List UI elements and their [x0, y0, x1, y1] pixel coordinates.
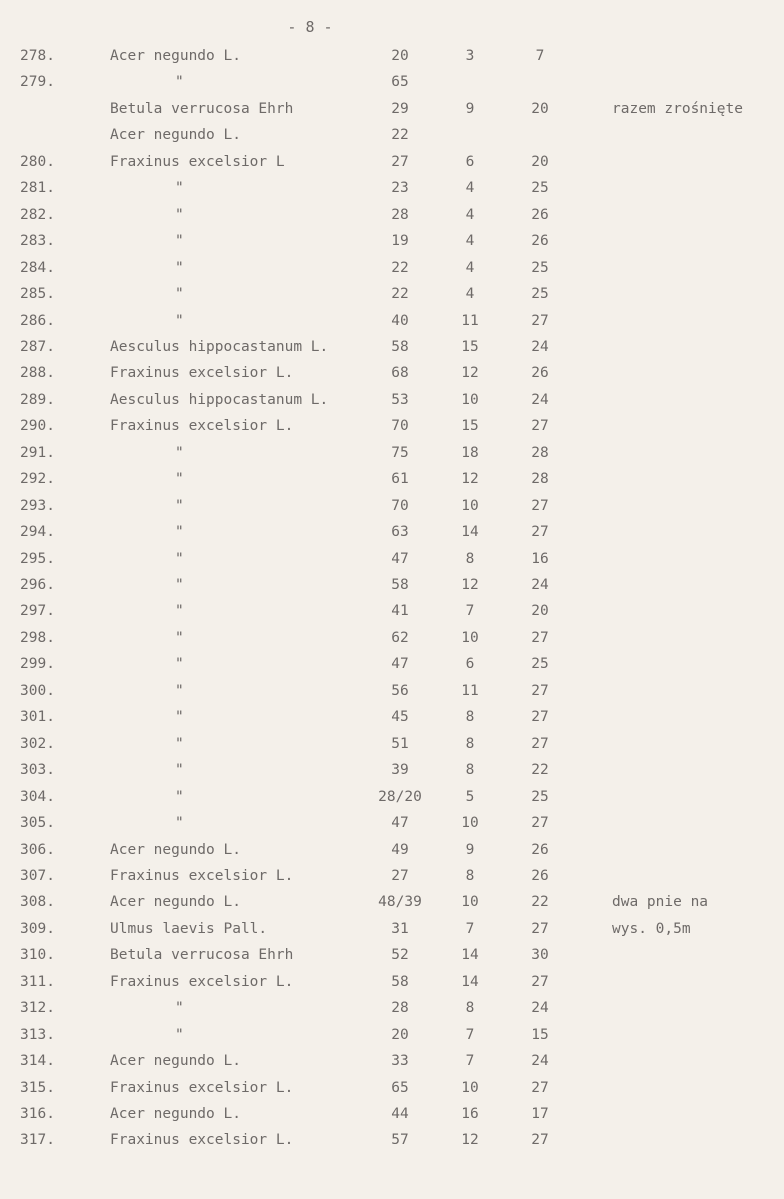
value-col-1: 20 — [391, 1026, 409, 1043]
value-col-3: 27 — [531, 1079, 549, 1096]
species-name: " — [175, 709, 184, 726]
table-row — [0, 101, 784, 127]
table-row — [0, 207, 784, 233]
value-col-3: 20 — [531, 603, 549, 620]
value-col-3: 27 — [531, 312, 549, 329]
value-col-1: 27 — [391, 867, 409, 884]
value-col-1: 20 — [391, 48, 409, 64]
species-name: Acer negundo L. — [110, 1106, 241, 1122]
species-name: " — [175, 444, 184, 461]
value-col-2: 14 — [461, 973, 479, 990]
value-col-1: 40 — [391, 312, 409, 329]
species-name: " — [175, 259, 184, 276]
table-row — [0, 947, 784, 973]
value-col-2: 10 — [461, 629, 479, 646]
table-row — [0, 1106, 784, 1132]
value-col-2: 4 — [465, 233, 475, 250]
value-col-3: 22 — [531, 762, 549, 779]
table-row — [0, 48, 784, 74]
value-col-1: 44 — [391, 1106, 409, 1122]
value-col-1: 41 — [391, 603, 409, 620]
value-col-2: 9 — [465, 841, 475, 858]
species-name: " — [175, 497, 184, 514]
value-col-3: 24 — [531, 391, 549, 408]
species-name: " — [175, 788, 184, 805]
value-col-3: 25 — [531, 656, 549, 673]
row-number: 294. — [20, 524, 55, 541]
value-col-3: 27 — [531, 682, 549, 699]
row-number: 280. — [20, 153, 55, 170]
value-col-1: 61 — [391, 471, 409, 488]
row-number: 284. — [20, 259, 55, 276]
row-number: 301. — [20, 709, 55, 726]
value-col-3: 27 — [531, 629, 549, 646]
species-name: Acer negundo L. — [110, 1053, 241, 1070]
value-col-1: 65 — [391, 1079, 409, 1096]
row-number: 296. — [20, 577, 55, 593]
value-col-1: 19 — [391, 233, 409, 250]
value-col-2: 4 — [465, 206, 475, 223]
value-col-1: 47 — [391, 815, 409, 832]
value-col-1: 31 — [391, 920, 409, 937]
value-col-2: 4 — [465, 259, 475, 276]
value-col-2: 11 — [461, 312, 479, 329]
species-name: " — [175, 762, 184, 779]
row-number: 316. — [20, 1106, 55, 1122]
species-name: " — [175, 524, 184, 541]
table-row — [0, 154, 784, 180]
value-col-1: 62 — [391, 629, 409, 646]
value-col-2: 12 — [461, 1132, 479, 1149]
value-col-1: 47 — [391, 656, 409, 673]
value-col-1: 28/20 — [378, 788, 422, 805]
table-row — [0, 418, 784, 444]
value-col-3: 25 — [531, 788, 549, 805]
row-number: 317. — [20, 1132, 55, 1149]
row-number: 282. — [20, 206, 55, 223]
table-row — [0, 577, 784, 603]
value-col-2: 5 — [465, 788, 475, 805]
value-col-2: 10 — [461, 894, 479, 911]
species-name: Acer negundo L. — [110, 127, 241, 144]
value-col-3: 26 — [531, 365, 549, 382]
value-col-3: 24 — [531, 338, 549, 355]
row-number: 295. — [20, 550, 55, 567]
value-col-1: 65 — [391, 74, 409, 91]
value-col-3: 27 — [531, 709, 549, 726]
species-name: " — [175, 682, 184, 699]
table-row — [0, 127, 784, 153]
value-col-2: 7 — [465, 1053, 475, 1070]
value-col-1: 27 — [391, 153, 409, 170]
table-row — [0, 709, 784, 735]
value-col-2: 9 — [465, 100, 475, 117]
table-row — [0, 339, 784, 365]
species-name: Aesculus hippocastanum L. — [110, 338, 329, 355]
species-name: " — [175, 735, 184, 752]
value-col-3: 27 — [531, 524, 549, 541]
species-name: " — [175, 74, 184, 91]
row-note: wys. 0,5m — [612, 920, 691, 937]
value-col-3: 28 — [531, 444, 549, 461]
row-number: 281. — [20, 180, 55, 197]
table-row — [0, 498, 784, 524]
table-row — [0, 603, 784, 629]
value-col-1: 33 — [391, 1053, 409, 1070]
table-row — [0, 894, 784, 920]
table-row — [0, 286, 784, 312]
value-col-1: 28 — [391, 206, 409, 223]
value-col-1: 39 — [391, 762, 409, 779]
value-col-1: 22 — [391, 286, 409, 303]
value-col-1: 47 — [391, 550, 409, 567]
row-number: 307. — [20, 867, 55, 884]
value-col-1: 22 — [391, 127, 409, 144]
value-col-1: 75 — [391, 444, 409, 461]
row-number: 286. — [20, 312, 55, 329]
table-row — [0, 180, 784, 206]
value-col-3: 20 — [531, 153, 549, 170]
species-name: Acer negundo L. — [110, 894, 241, 911]
value-col-3: 24 — [531, 577, 549, 593]
row-number: 292. — [20, 471, 55, 488]
value-col-1: 51 — [391, 735, 409, 752]
value-col-2: 7 — [465, 1026, 475, 1043]
table-row — [0, 630, 784, 656]
row-number: 313. — [20, 1026, 55, 1043]
row-number: 305. — [20, 815, 55, 832]
table-row — [0, 974, 784, 1000]
row-number: 302. — [20, 735, 55, 752]
value-col-3: 28 — [531, 471, 549, 488]
value-col-3: 26 — [531, 841, 549, 858]
row-note: razem zrośnięte — [612, 100, 743, 117]
value-col-3: 25 — [531, 286, 549, 303]
value-col-2: 8 — [465, 709, 475, 726]
table-row — [0, 551, 784, 577]
value-col-1: 63 — [391, 524, 409, 541]
row-number: 311. — [20, 973, 55, 990]
table-row — [0, 789, 784, 815]
species-name: " — [175, 550, 184, 567]
value-col-3: 20 — [531, 100, 549, 117]
value-col-3: 27 — [531, 497, 549, 514]
table-row — [0, 1053, 784, 1079]
species-name: " — [175, 577, 184, 593]
row-number: 309. — [20, 920, 55, 937]
table-row — [0, 471, 784, 497]
value-col-2: 16 — [461, 1106, 479, 1122]
value-col-2: 11 — [461, 682, 479, 699]
value-col-3: 27 — [531, 418, 549, 435]
species-name: " — [175, 629, 184, 646]
value-col-2: 18 — [461, 444, 479, 461]
row-number: 300. — [20, 682, 55, 699]
row-number: 303. — [20, 762, 55, 779]
value-col-3: 27 — [531, 1132, 549, 1149]
table-row — [0, 233, 784, 259]
table-row — [0, 313, 784, 339]
row-number: 315. — [20, 1079, 55, 1096]
value-col-3: 15 — [531, 1026, 549, 1043]
value-col-3: 27 — [531, 815, 549, 832]
value-col-3: 26 — [531, 867, 549, 884]
species-name: Betula verrucosa Ehrh — [110, 947, 294, 964]
value-col-1: 23 — [391, 180, 409, 197]
value-col-3: 27 — [531, 920, 549, 937]
table-row — [0, 683, 784, 709]
value-col-1: 68 — [391, 365, 409, 382]
value-col-2: 8 — [465, 550, 475, 567]
value-col-2: 3 — [465, 48, 475, 64]
value-col-3: 7 — [535, 48, 545, 64]
table-row — [0, 1080, 784, 1106]
value-col-2: 10 — [461, 815, 479, 832]
species-name: " — [175, 656, 184, 673]
value-col-1: 29 — [391, 100, 409, 117]
value-col-2: 6 — [465, 153, 475, 170]
species-name: Fraxinus excelsior L. — [110, 867, 294, 884]
table-row — [0, 736, 784, 762]
value-col-2: 8 — [465, 735, 475, 752]
row-number: 289. — [20, 391, 55, 408]
value-col-1: 48/39 — [378, 894, 422, 911]
table-row — [0, 392, 784, 418]
value-col-2: 4 — [465, 180, 475, 197]
table-row — [0, 260, 784, 286]
value-col-3: 25 — [531, 259, 549, 276]
row-number: 299. — [20, 656, 55, 673]
value-col-3: 24 — [531, 1053, 549, 1070]
species-name: Acer negundo L. — [110, 841, 241, 858]
species-name: " — [175, 1000, 184, 1017]
value-col-3: 22 — [531, 894, 549, 911]
value-col-2: 10 — [461, 391, 479, 408]
species-name: " — [175, 312, 184, 329]
species-name: Fraxinus excelsior L. — [110, 1132, 294, 1149]
species-name: " — [175, 206, 184, 223]
species-name: " — [175, 180, 184, 197]
value-col-2: 6 — [465, 656, 475, 673]
table-row — [0, 1000, 784, 1026]
value-col-3: 27 — [531, 735, 549, 752]
row-number: 291. — [20, 444, 55, 461]
value-col-3: 17 — [531, 1106, 549, 1122]
value-col-1: 57 — [391, 1132, 409, 1149]
value-col-2: 12 — [461, 577, 479, 593]
species-name: Fraxinus excelsior L. — [110, 418, 294, 435]
value-col-2: 7 — [465, 920, 475, 937]
species-name: Ulmus laevis Pall. — [110, 920, 268, 937]
species-name: " — [175, 603, 184, 620]
value-col-3: 26 — [531, 233, 549, 250]
row-number: 285. — [20, 286, 55, 303]
row-number: 308. — [20, 894, 55, 911]
row-number: 279. — [20, 74, 55, 91]
species-name: Aesculus hippocastanum L. — [110, 391, 329, 408]
species-name: Fraxinus excelsior L. — [110, 973, 294, 990]
species-name: Acer negundo L. — [110, 48, 241, 64]
row-number: 283. — [20, 233, 55, 250]
row-note: dwa pnie na — [612, 894, 709, 911]
value-col-2: 14 — [461, 524, 479, 541]
species-name: " — [175, 1026, 184, 1043]
row-number: 312. — [20, 1000, 55, 1017]
table-row — [0, 74, 784, 100]
value-col-2: 15 — [461, 338, 479, 355]
value-col-1: 58 — [391, 338, 409, 355]
value-col-2: 8 — [465, 1000, 475, 1017]
row-number: 297. — [20, 603, 55, 620]
row-number: 288. — [20, 365, 55, 382]
value-col-2: 15 — [461, 418, 479, 435]
value-col-1: 70 — [391, 497, 409, 514]
value-col-3: 30 — [531, 947, 549, 964]
table-row — [0, 762, 784, 788]
table-row — [0, 842, 784, 868]
value-col-1: 49 — [391, 841, 409, 858]
table-row — [0, 868, 784, 894]
value-col-3: 26 — [531, 206, 549, 223]
species-name: Fraxinus excelsior L — [110, 153, 285, 170]
page-number: - 8 - — [287, 18, 333, 36]
table-row — [0, 445, 784, 471]
value-col-2: 10 — [461, 1079, 479, 1096]
species-name: " — [175, 286, 184, 303]
species-name: " — [175, 233, 184, 250]
row-number: 298. — [20, 629, 55, 646]
value-col-2: 12 — [461, 365, 479, 382]
row-number: 314. — [20, 1053, 55, 1070]
species-name: " — [175, 471, 184, 488]
value-col-1: 56 — [391, 682, 409, 699]
value-col-1: 28 — [391, 1000, 409, 1017]
value-col-3: 27 — [531, 973, 549, 990]
row-number: 310. — [20, 947, 55, 964]
value-col-2: 8 — [465, 867, 475, 884]
species-name: Fraxinus excelsior L. — [110, 1079, 294, 1096]
table-row — [0, 656, 784, 682]
value-col-1: 45 — [391, 709, 409, 726]
row-number: 304. — [20, 788, 55, 805]
value-col-2: 7 — [465, 603, 475, 620]
table-row — [0, 1027, 784, 1053]
table-row — [0, 365, 784, 391]
value-col-1: 53 — [391, 391, 409, 408]
value-col-1: 22 — [391, 259, 409, 276]
value-col-3: 16 — [531, 550, 549, 567]
value-col-3: 25 — [531, 180, 549, 197]
table-row — [0, 921, 784, 947]
value-col-1: 70 — [391, 418, 409, 435]
value-col-3: 24 — [531, 1000, 549, 1017]
row-number: 290. — [20, 418, 55, 435]
species-name: " — [175, 815, 184, 832]
table-row — [0, 524, 784, 550]
value-col-2: 8 — [465, 762, 475, 779]
row-number: 287. — [20, 338, 55, 355]
value-col-2: 14 — [461, 947, 479, 964]
species-name: Fraxinus excelsior L. — [110, 365, 294, 382]
value-col-1: 58 — [391, 973, 409, 990]
table-row — [0, 815, 784, 841]
value-col-1: 58 — [391, 577, 409, 593]
table-row — [0, 1132, 784, 1158]
row-number: 306. — [20, 841, 55, 858]
value-col-2: 4 — [465, 286, 475, 303]
species-name: Betula verrucosa Ehrh — [110, 100, 294, 117]
value-col-2: 10 — [461, 497, 479, 514]
row-number: 293. — [20, 497, 55, 514]
value-col-2: 12 — [461, 471, 479, 488]
value-col-1: 52 — [391, 947, 409, 964]
row-number: 278. — [20, 48, 55, 64]
